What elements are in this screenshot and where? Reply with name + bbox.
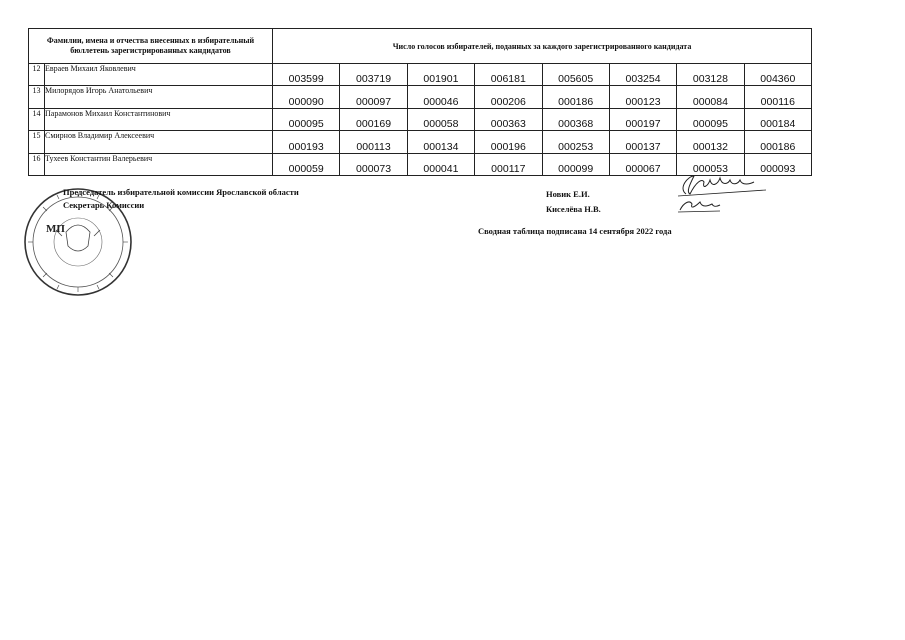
table-row xyxy=(29,108,812,130)
vote-count-cell: 000197 xyxy=(609,108,676,130)
vote-count-cell: 000058 xyxy=(407,108,474,130)
chair-label: Председатель избирательной комиссии Ярославской области xyxy=(63,187,299,197)
vote-count-cell: 000095 xyxy=(677,108,744,130)
vote-count-cell: 000097 xyxy=(340,86,407,108)
secretary-name: Киселёва Н.В. xyxy=(546,204,601,214)
row-number: 15 xyxy=(29,131,45,153)
stamp-label: МП xyxy=(46,223,65,235)
vote-count-cell: 000184 xyxy=(744,108,811,130)
row-number: 16 xyxy=(29,153,45,175)
vote-count-cell: 000368 xyxy=(542,108,609,130)
vote-count-cell: 000137 xyxy=(609,131,676,153)
vote-count-cell: 001901 xyxy=(407,64,474,86)
table-header-row xyxy=(29,29,812,64)
vote-count-cell: 000093 xyxy=(744,153,811,175)
vote-count-cell: 000084 xyxy=(677,86,744,108)
vote-count-cell: 000134 xyxy=(407,131,474,153)
vote-count-cell: 000059 xyxy=(273,153,340,175)
vote-count-cell: 000099 xyxy=(542,153,609,175)
vote-count-cell: 000095 xyxy=(273,108,340,130)
vote-count-cell: 000123 xyxy=(609,86,676,108)
vote-count-cell: 006181 xyxy=(475,64,542,86)
vote-count-cell: 000090 xyxy=(273,86,340,108)
candidate-name: Смирнов Владимир Алексеевич xyxy=(45,131,273,153)
row-number: 12 xyxy=(29,64,45,86)
vote-count-cell: 005605 xyxy=(542,64,609,86)
candidate-name: Тухеев Константин Валерьевич xyxy=(45,153,273,175)
vote-count-cell: 004360 xyxy=(744,64,811,86)
vote-count-cell: 000169 xyxy=(340,108,407,130)
candidate-name: Парамонов Михаил Константинович xyxy=(45,108,273,130)
candidate-name: Евраев Михаил Яковлевич xyxy=(45,64,273,86)
vote-count-cell: 000067 xyxy=(609,153,676,175)
vote-count-cell: 000253 xyxy=(542,131,609,153)
vote-count-cell: 000116 xyxy=(744,86,811,108)
vote-count-cell: 000196 xyxy=(475,131,542,153)
candidates-column-header: Фамилии, имена и отчества внесенных в избирательный бюллетень зарегистрированных кандидатов xyxy=(29,29,273,64)
table-row xyxy=(29,86,812,108)
vote-count-cell: 003254 xyxy=(609,64,676,86)
row-number: 14 xyxy=(29,108,45,130)
secretary-label: Секретарь Комиссии xyxy=(63,200,145,210)
vote-count-cell: 000117 xyxy=(475,153,542,175)
votes-column-header: Число голосов избирателей, поданных за каждого зарегистрированного кандидата xyxy=(273,29,812,64)
chair-name: Новик Е.И. xyxy=(546,189,590,199)
vote-count-cell: 000193 xyxy=(273,131,340,153)
candidate-name: Милорядов Игорь Анатольевич xyxy=(45,86,273,108)
vote-count-cell: 000113 xyxy=(340,131,407,153)
vote-count-cell: 000132 xyxy=(677,131,744,153)
vote-count-cell: 000073 xyxy=(340,153,407,175)
vote-count-cell: 000206 xyxy=(475,86,542,108)
vote-count-cell: 003719 xyxy=(340,64,407,86)
vote-count-cell: 000046 xyxy=(407,86,474,108)
row-number: 13 xyxy=(29,86,45,108)
secretary-signature xyxy=(676,196,722,216)
vote-count-cell: 003128 xyxy=(677,64,744,86)
results-table xyxy=(28,28,812,176)
table-body xyxy=(29,64,812,176)
vote-count-cell: 000186 xyxy=(542,86,609,108)
table-row xyxy=(29,131,812,153)
vote-count-cell: 000186 xyxy=(744,131,811,153)
table-row xyxy=(29,64,812,86)
vote-count-cell: 003599 xyxy=(273,64,340,86)
vote-count-cell: 000363 xyxy=(475,108,542,130)
vote-count-cell: 000041 xyxy=(407,153,474,175)
signed-date-note: Сводная таблица подписана 14 сентября 2022 года xyxy=(478,226,672,236)
vote-count-cell: 000053 xyxy=(677,153,744,175)
